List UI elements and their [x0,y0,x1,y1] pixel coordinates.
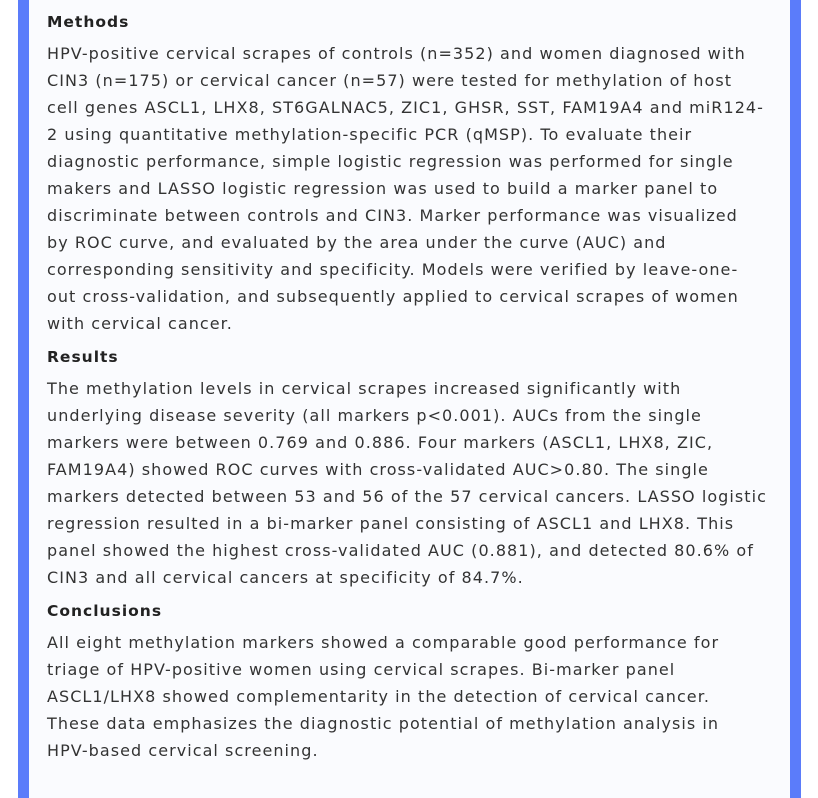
text-line: All eight methylation markers showed a comparable good performance for [47,633,720,652]
text-line: out cross-validation, and subsequently applied to cervical scrapes of women [47,287,739,306]
conclusions-heading: Conclusions [47,602,163,620]
text-line: by ROC curve, and evaluated by the area under the curve (AUC) and [47,233,667,252]
right-accent-bar [790,0,801,798]
text-line: regression resulted in a bi-marker panel consisting of ASCL1 and LHX8. This [47,514,735,533]
text-line: markers detected between 53 and 56 of the 57 cervical cancers. LASSO logistic [47,487,767,506]
text-line: triage of HPV-positive women using cervical scrapes. Bi-marker panel [47,660,676,679]
methods-text [47,40,782,337]
methods-heading: Methods [47,13,130,31]
text-line: The methylation levels in cervical scrapes increased significantly with [47,379,682,398]
text-line: discriminate between controls and CIN3. Marker performance was visualized [47,206,738,225]
text-line: diagnostic performance, simple logistic regression was performed for single [47,152,734,171]
conclusions-text [47,629,782,764]
abstract-content [47,10,782,772]
text-line: ASCL1/LHX8 showed complementarity in the detection of cervical cancer. [47,687,710,706]
methods-section [47,10,782,337]
conclusions-section [47,599,782,764]
text-line: corresponding sensitivity and specificity. Models were verified by leave-one- [47,260,739,279]
left-accent-bar [18,0,29,798]
text-line: HPV-positive cervical scrapes of controls (n=352) and women diagnosed with [47,44,746,63]
text-line: markers were between 0.769 and 0.886. Four markers (ASCL1, LHX8, ZIC, [47,433,714,452]
text-line: underlying disease severity (all markers p<0.001). AUCs from the single [47,406,702,425]
text-line: FAM19A4) showed ROC curves with cross-validated AUC>0.80. The single [47,460,709,479]
results-section [47,345,782,591]
text-line: 2 using quantitative methylation-specific PCR (qMSP). To evaluate their [47,125,693,144]
text-line: with cervical cancer. [47,314,233,333]
results-text [47,375,782,591]
text-line: These data emphasizes the diagnostic potential of methylation analysis in [47,714,720,733]
text-line: HPV-based cervical screening. [47,741,319,760]
text-line: CIN3 (n=175) or cervical cancer (n=57) were tested for methylation of host [47,71,733,90]
text-line: makers and LASSO logistic regression was used to build a marker panel to [47,179,719,198]
text-line: cell genes ASCL1, LHX8, ST6GALNAC5, ZIC1, GHSR, SST, FAM19A4 and miR124- [47,98,764,117]
results-heading: Results [47,348,119,366]
text-line: panel showed the highest cross-validated AUC (0.881), and detected 80.6% of [47,541,754,560]
text-line: CIN3 and all cervical cancers at specificity of 84.7%. [47,568,524,587]
